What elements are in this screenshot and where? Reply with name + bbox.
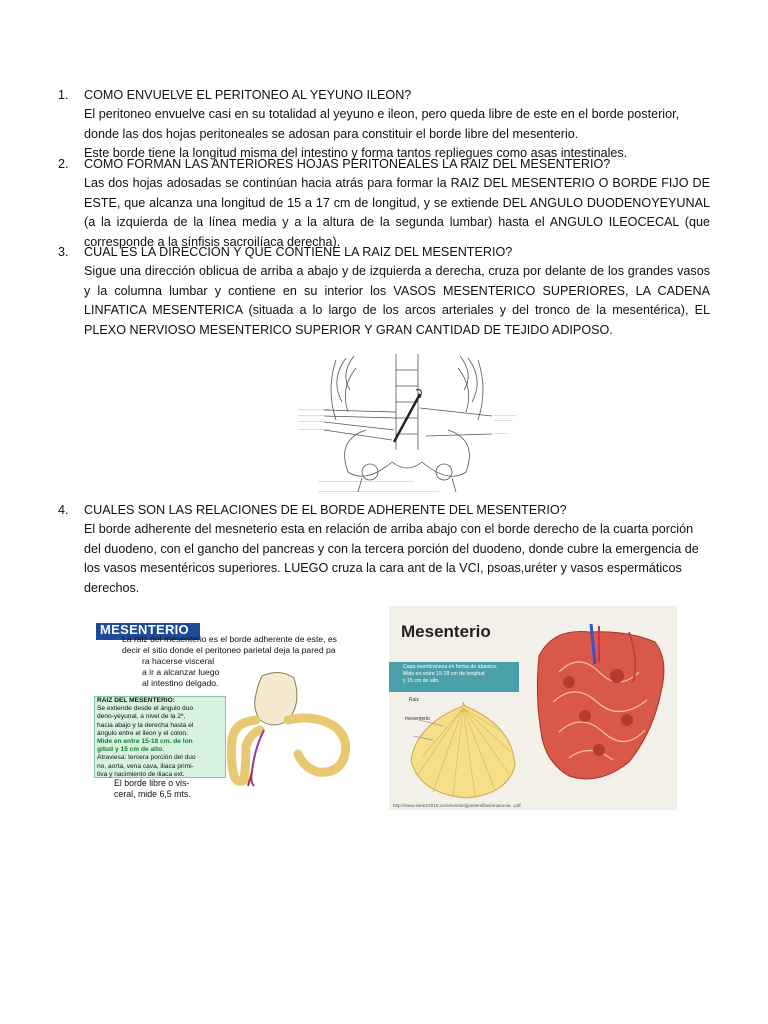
raiz-box-line: deno-yeyunal, a nivel de la 2ª, bbox=[97, 713, 186, 721]
footer-line: El borde libre o vis- bbox=[114, 778, 190, 788]
anatomy-photo-illustration bbox=[529, 612, 671, 796]
note-text bbox=[403, 664, 519, 685]
question-number: 3. bbox=[58, 245, 69, 259]
svg-text:———————: ——————— bbox=[494, 413, 517, 417]
intro-line: a ir a alcanzar luego bbox=[142, 667, 220, 677]
question-number: 4. bbox=[58, 503, 69, 517]
skeleton-illustration bbox=[296, 350, 518, 498]
label-mesenterio: mesenterio bbox=[405, 716, 430, 722]
answer-paragraph: Las dos hojas adosadas se continúan hacia atrás para formar la RAIZ DEL MESENTERIO O BORDE FIJO DE ESTE, que alcanza una longitud de 15 a 17 cm de longitud, y se extiende DEL ANGULO DUODENOYEYUNAL (a la izquierda de la línea media y a la altura de la segunda lumbar) hasta el ANGULO ILEOCECAL (que corresponde a la sínfisis sacroilíaca derecha). bbox=[84, 176, 710, 249]
raiz-box-line: Se extiende desde el ángulo duo bbox=[97, 705, 194, 713]
question-2 bbox=[58, 155, 710, 252]
slide-footer bbox=[114, 778, 191, 800]
svg-text:——————: —————— bbox=[494, 418, 514, 422]
intro-line: ra hacerse visceral bbox=[142, 656, 215, 666]
question-number: 2. bbox=[58, 157, 69, 171]
raiz-box-line: hacia abajo y la derecha hasta el bbox=[97, 721, 194, 729]
note-line: y 15 cm de alto. bbox=[403, 678, 440, 684]
question-4 bbox=[58, 501, 710, 598]
svg-text:——————————————————————————————: —————————————————————————————— bbox=[318, 479, 414, 483]
raiz-box-line: tiva y nacimiento de iliaca ext. bbox=[97, 771, 185, 778]
raiz-box-line: no, aorta, vena cava, iliaca primi- bbox=[97, 762, 194, 770]
raiz-box-line: Atraviesa: tercera porción del duo bbox=[97, 754, 196, 762]
raiz-box-highlight: Mide en entre 15-18 cm. de lon bbox=[97, 738, 193, 746]
source-url: http://www.saram2010.com/medule/jpostersfilas/anatomia...pdf bbox=[393, 803, 521, 808]
question-title: CUALES SON LAS RELACIONES DE EL BORDE ADHERENTE DEL MESENTERIO? bbox=[84, 503, 567, 517]
raiz-box-line: ángulo entre el ileon y el colon. bbox=[97, 729, 188, 737]
answer-paragraph: Sigue una dirección oblicua de arriba a abajo y de izquierda a derecha, cruza por delante de los grandes vasos y la columna lumbar y contiene en su interior los VASOS MESENTERICO SUPERIORES, LA CADENA LINFATICA MESENTERICA (situada a lo largo de los arcos arteriales y del tronco de la mesentérica), EL PLEXO NERVIOSO MESENTERICO SUPERIOR Y GRAN CANTIDAD DE TEJIDO ADIPOSO. bbox=[84, 264, 710, 337]
raiz-box-highlight: gitud y 15 cm de alto. bbox=[97, 746, 165, 754]
slide-header-text: MESENTERIO bbox=[100, 622, 189, 637]
raiz-box-title: RAIZ DEL MESENTERIO: bbox=[97, 697, 175, 704]
answer-paragraph: El borde adherente del mesneterio esta en relación de arriba abajo con el borde derecho de la cuarta porción del duodeno, con el gancho del pancreas y con la tercera porción del duodeno, donde cubre la emergencia de los vasos mesentéricos superiores. LUEGO cruza la cara ant de la VCI, psoas,uréter y vasos espermáticos derechos. bbox=[84, 522, 699, 595]
anatomy-sketch-figure bbox=[296, 350, 518, 498]
raiz-box-text bbox=[97, 697, 225, 771]
mesenterio-slide-right bbox=[389, 606, 677, 810]
answer-text bbox=[84, 520, 710, 598]
question-title: COMO ENVUELVE EL PERITONEO AL YEYUNO ILEON? bbox=[84, 88, 412, 102]
svg-text:————————: ———————— bbox=[298, 413, 324, 417]
svg-text:——————————: —————————— bbox=[298, 407, 330, 411]
answer-text bbox=[84, 262, 710, 340]
svg-text:————————: ———————— bbox=[298, 419, 324, 423]
question-title: CUAL ES LA DIRECCION Y QUE CONTIENE LA RAIZ DEL MESENTERIO? bbox=[84, 245, 513, 259]
slide-title: Mesenterio bbox=[401, 622, 491, 641]
label-raiz: Raiz bbox=[409, 697, 420, 703]
note-line: Capa membranosa en forma de abanico. bbox=[403, 664, 498, 670]
svg-text:——————————————————————————————: —————————————————————————————————————— bbox=[318, 489, 440, 493]
intro-line: decir el sitio donde el peritoneo parietal deja la pared pa bbox=[122, 645, 336, 655]
mesenterio-slide-left bbox=[84, 614, 364, 808]
note-line: Mide en entre 15-18 cm de longitud bbox=[403, 671, 485, 677]
svg-text:————: ———— bbox=[494, 431, 507, 435]
footer-line: ceral, mide 6,5 mts. bbox=[114, 789, 191, 799]
question-title: COMO FORMAN LAS ANTERIORES HOJAS PERITONEALES LA RAIZ DEL MESENTERIO? bbox=[84, 157, 611, 171]
mesentery-fan-illustration bbox=[403, 696, 527, 802]
question-number: 1. bbox=[58, 88, 69, 102]
answer-paragraph: El peritoneo envuelve casi en su totalidad al yeyuno e ileon, pero queda libre de este en el borde posterior, donde las dos hojas peritoneales se adosan para constituir el borde libre del mesenterio. bbox=[84, 107, 680, 141]
answer-text bbox=[84, 174, 710, 252]
question-3 bbox=[58, 243, 710, 340]
answer-paragraph: Este borde tiene la longitud misma del intestino y forma tantos repliegues como asas intestinales. bbox=[84, 146, 628, 161]
intro-line: La raiz del mesenterio es el borde adherente de este, es bbox=[122, 634, 337, 644]
svg-text:——————————: —————————— bbox=[298, 427, 330, 431]
question-1 bbox=[58, 86, 710, 164]
intro-line: al intestino delgado. bbox=[142, 678, 219, 688]
